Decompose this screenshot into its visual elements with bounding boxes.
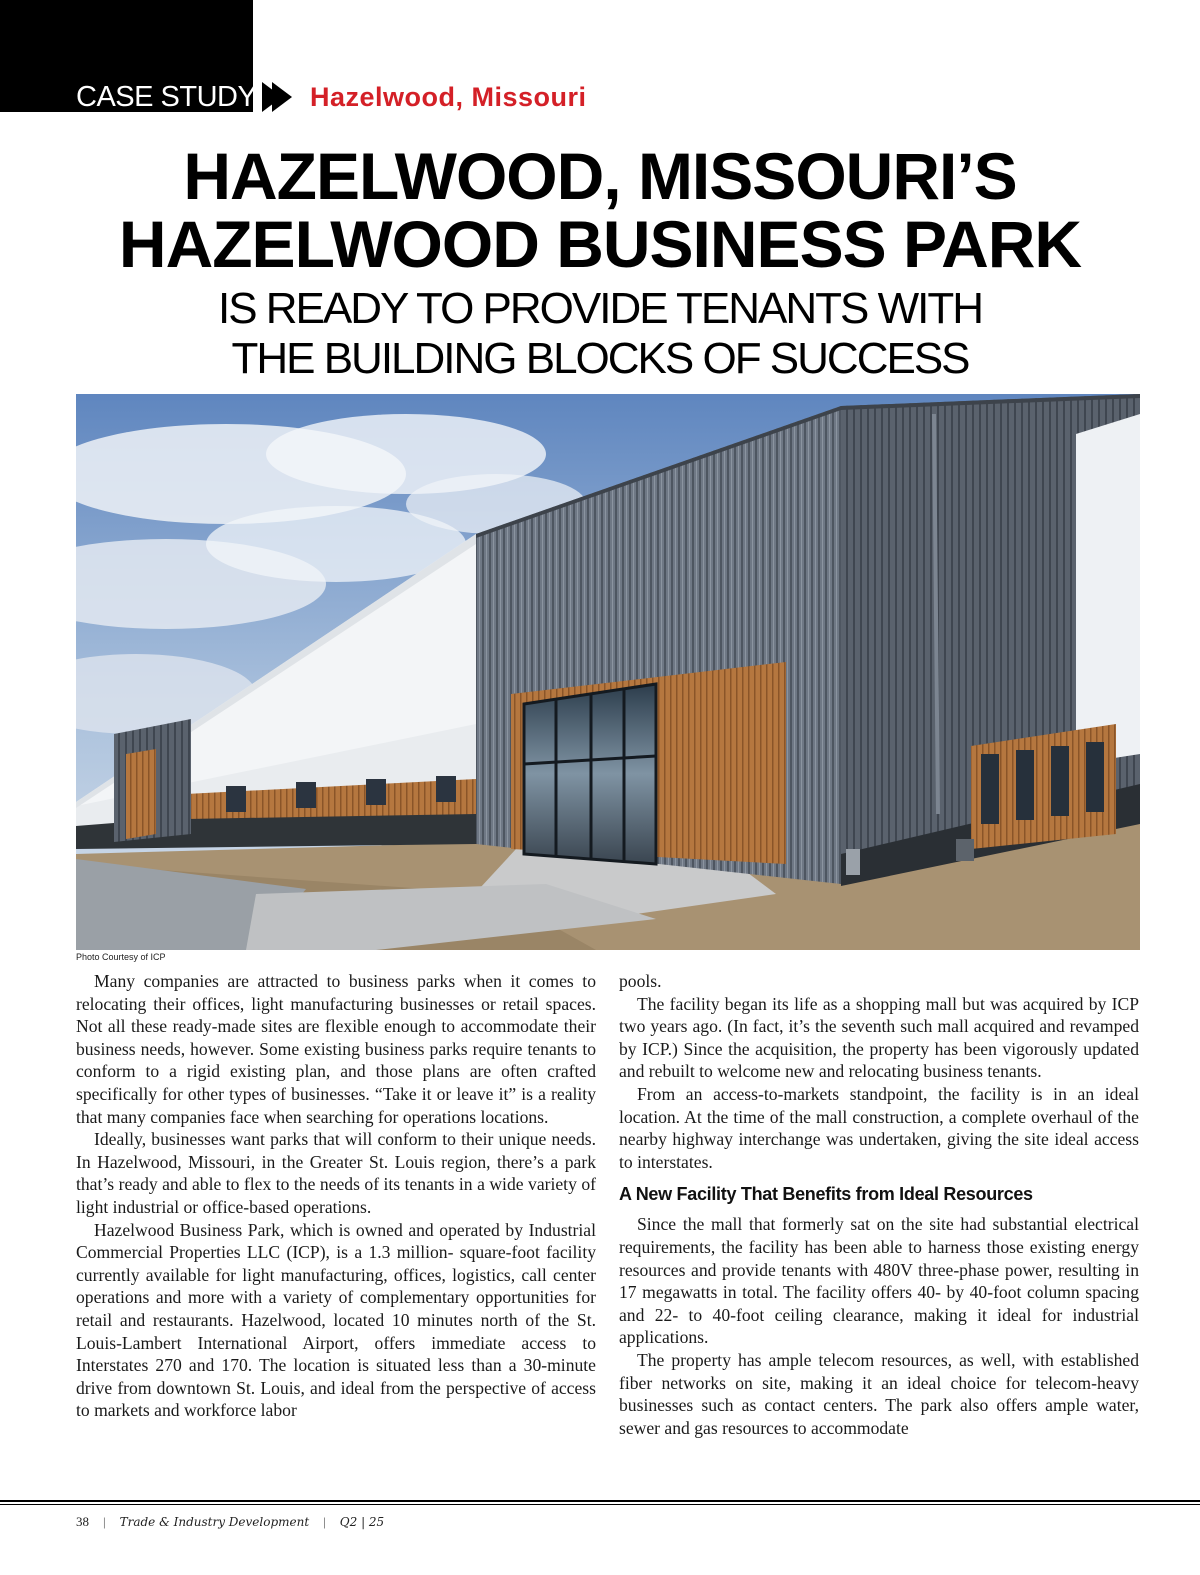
building-photo <box>76 394 1140 950</box>
paragraph: The property has ample telecom resources, as well, with established fiber networks on site, making it an ideal choice for telecom-heavy businesses such as contact centers. The park also offers ample water, sewer and gas resources to accommodate <box>619 1349 1139 1438</box>
publication-name: Trade & Industry Development <box>119 1515 310 1529</box>
paragraph: Many companies are attracted to business parks when it comes to relocating their offices, light manufacturing businesses or retail spaces. Not all these ready-made sites are flexible enough to accommodate their business needs, however. Some existing business parks require tenants to conform to a rigid existing plan, and those plans are often crafted specifically for other types of businesses. “Take it or leave it” is a reality that many companies face when searching for operations locations. <box>76 971 596 1127</box>
footer-separator: | <box>103 1514 106 1529</box>
location-label: Hazelwood, Missouri <box>310 82 587 112</box>
headline-line-2: HAZELWOOD BUSINESS PARK <box>118 207 1082 281</box>
section-subheading: A New Facility That Benefits from Ideal Resources <box>619 1184 1033 1205</box>
paragraph: Ideally, businesses want parks that will conform to their unique needs. In Hazelwood, Missouri, in the Greater St. Louis region, there’s a park that’s ready and able to flex to the needs of its tenants in a wide variety of light industrial or office-based operations. <box>76 1129 596 1217</box>
paragraph: The facility began its life as a shopping mall but was acquired by ICP two years ago. (In fact, it’s the seventh such mall acquired and revamped by ICP.) Since the acquisition, the property has been vigorously updated and rebuilt to welcome new and relocating business tenants. <box>619 993 1139 1082</box>
article-headline <box>0 139 1200 281</box>
issue-label: Q2 | 25 <box>339 1515 385 1529</box>
page-footer <box>76 1514 384 1530</box>
footer-rule-thin <box>0 1504 1200 1505</box>
article-column-left <box>76 970 596 1422</box>
article-column-right <box>619 970 1139 1439</box>
section-label: CASE STUDY <box>76 81 257 113</box>
paragraph: From an access-to-markets standpoint, the facility is in an ideal location. At the time of the mall construction, a complete overhaul of the nearby highway interchange was undertaken, giving the site ideal access to interstates. <box>619 1083 1139 1172</box>
paragraph-continuation: pools. <box>619 971 662 991</box>
footer-separator: | <box>323 1514 326 1529</box>
subheadline-line-1: IS READY TO PROVIDE TENANTS WITH <box>217 284 982 333</box>
footer-rule <box>0 1500 1200 1502</box>
play-arrow-icon <box>258 80 294 114</box>
subheadline-line-2: THE BUILDING BLOCKS OF SUCCESS <box>231 334 969 383</box>
paragraph: Since the mall that formerly sat on the site had substantial electrical requirements, the facility has been able to harness those existing energy resources and provide tenants with 480V three-phase power, resulting in 17 megawatts in total. The facility offers 40- by 40-foot column spacing and 22- to 40-foot ceiling clearance, making it ideal for industrial applications. <box>619 1214 1139 1348</box>
page-number: 38 <box>76 1514 89 1529</box>
paragraph: Hazelwood Business Park, which is owned and operated by Industrial Commercial Properties LLC (ICP), is a 1.3 million- square-foot facility currently available for light manufacturing, offices, logistics, call center operations and more with a variety of complementary opportunities for retail and restaurants. Hazelwood, located 10 minutes north of the St. Louis-Lambert International Airport, offers immediate access to Interstates 270 and 170. The location is situated less than a 30-minute drive from downtown St. Louis, and ideal from the perspective of access to markets and workforce labor <box>76 1219 596 1421</box>
article-subheadline <box>0 284 1200 384</box>
photo-credit: Photo Courtesy of ICP <box>76 952 166 962</box>
building-illustration <box>76 394 1140 950</box>
headline-line-1: HAZELWOOD, MISSOURI’S <box>183 139 1017 213</box>
